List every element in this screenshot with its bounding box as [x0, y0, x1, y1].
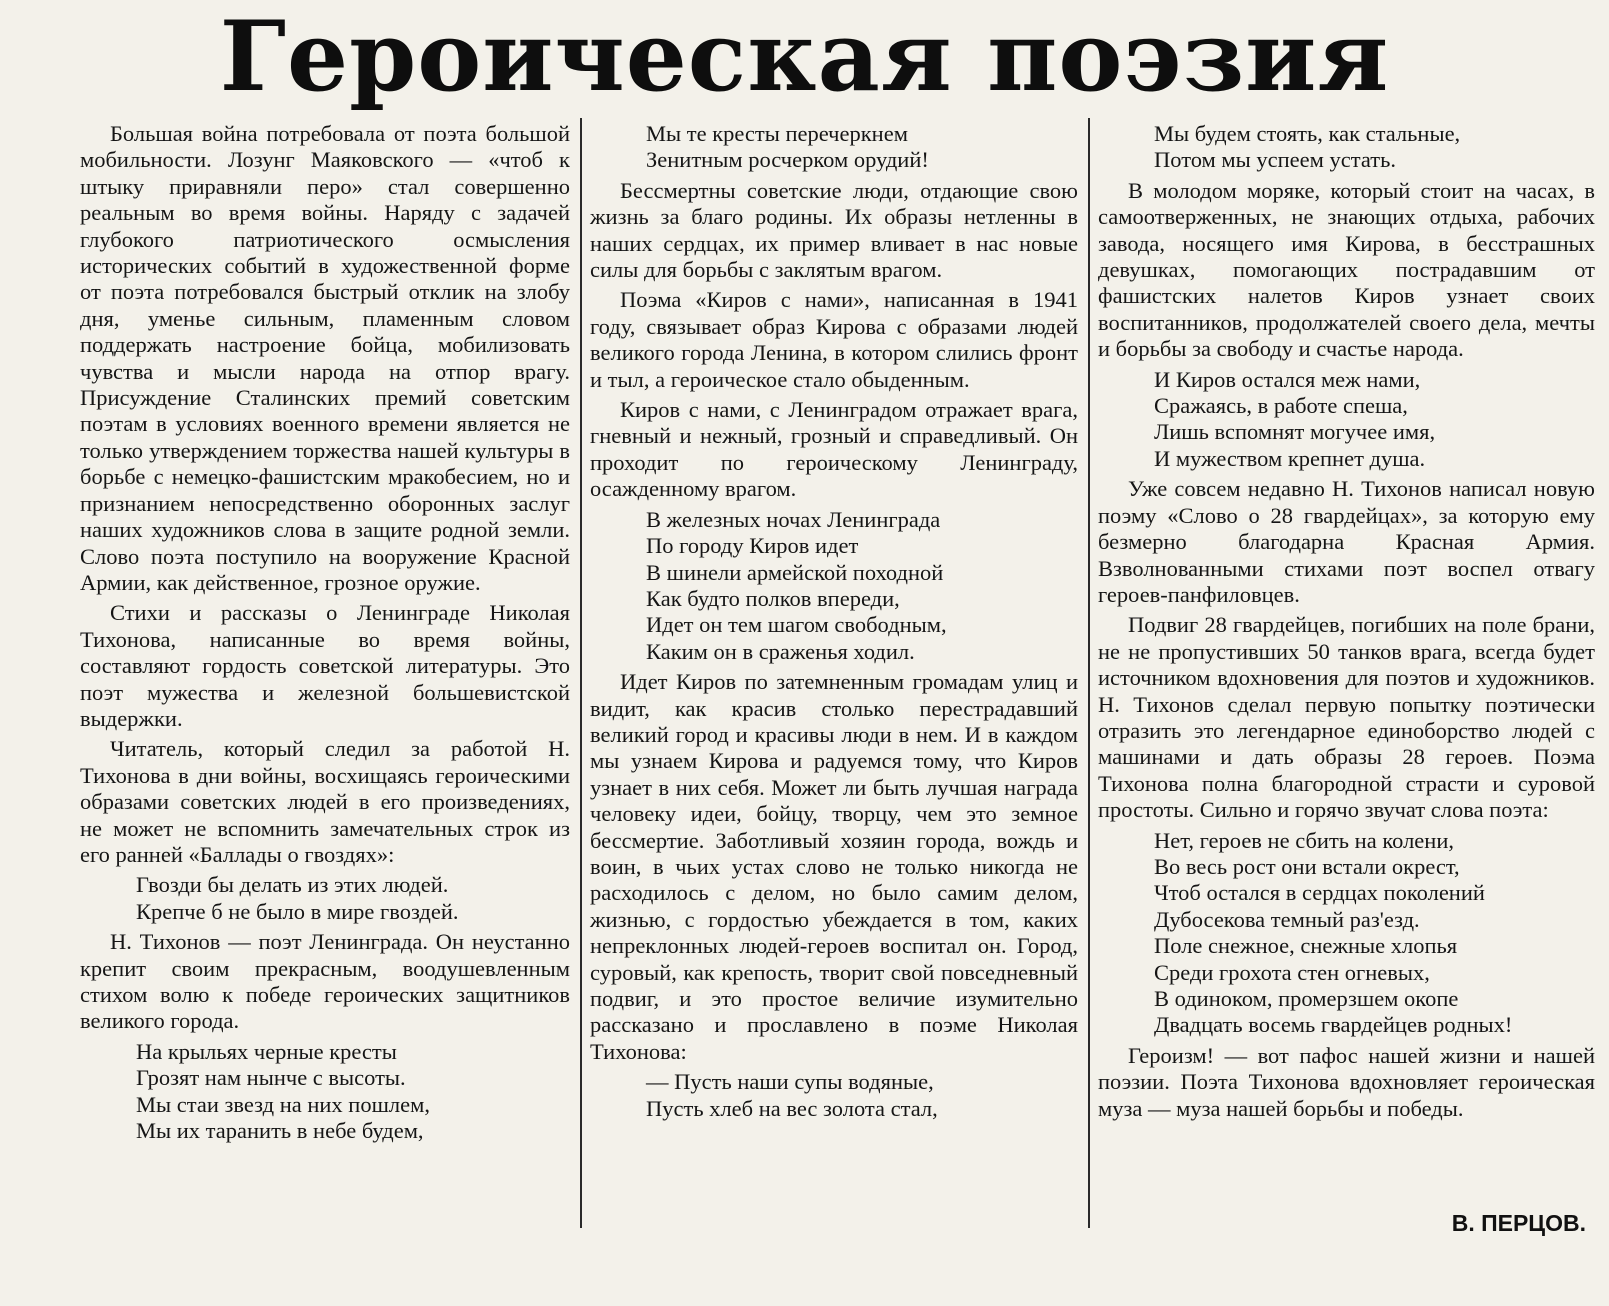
verse-line: Лишь вспомнят могучее имя,	[1154, 419, 1436, 445]
verse-line: Дубосекова темный раз'езд.	[1154, 906, 1420, 932]
column-2	[590, 121, 1078, 1126]
column-divider-2	[1088, 118, 1090, 1228]
verse-block	[1098, 121, 1595, 174]
verse-line: Чтоб остался в сердцах поколений	[1154, 880, 1485, 906]
verse-line: Как будто полков впереди,	[646, 585, 900, 611]
column-3	[1098, 121, 1595, 1126]
paragraph: Идет Киров по затемненным громадам улиц и видит, как красив столько перестрадавший великий город и красивы люди в нем. И в каждом мы узнаем Кирова и радуемся тому, что Киров узнает в них себя. Может ли быть лучшая награда человеку идеи, бойцу, творцу, чем это земное бессмертие. Заботливый хозяин города, вождь и воин, в чьих устах слово не только никогда не расходилось с делом, но было самим делом, жизнью, с гордостью убеждается в том, каких непреклонных людей-героев воспитал он. Город, суровый, как крепость, творит свой повседневный подвиг, и это простое величие изумительно рассказано и прославлено в поэме Николая Тихонова:	[590, 669, 1078, 1064]
verse-line: В одиноком, промерзшем окопе	[1154, 986, 1459, 1011]
paragraph: Героизм! — вот пафос нашей жизни и нашей поэзии. Поэта Тихонова вдохновляет героическая муза — муза нашей борьбы и победы.	[1098, 1042, 1595, 1121]
verse-line: Мы их таранить в небе будем,	[136, 1118, 424, 1144]
verse-block	[1098, 828, 1595, 1039]
verse-block	[1098, 367, 1595, 473]
verse-line: В шинели армейской походной	[646, 559, 944, 585]
verse-line: Мы будем стоять, как стальные,	[1154, 121, 1461, 146]
paragraph: Уже совсем недавно Н. Тихонов написал новую поэму «Слово о 28 гвардейцах», за которую ему безмерно благодарна Красная Армия. Взволнованными стихами поэт воспел отвагу героев-панфиловцев.	[1098, 476, 1595, 607]
verse-block	[80, 872, 570, 925]
paragraph: Читатель, который следил за работой Н. Тихонова в дни войны, восхищаясь героическими образами советских людей в его произведениях, не может не вспомнить замечательных строк из его ранней «Баллады о гвоздях»:	[80, 736, 570, 867]
verse-line: Зенитным росчерком орудий!	[646, 147, 929, 173]
verse-line: И Киров остался меж нами,	[1154, 366, 1421, 392]
paragraph: Подвиг 28 гвардейцев, погибших на поле брани, не не пропустивших 50 танков врага, всегда будет источником вдохновения для поэтов и художников. Н. Тихонов сделал первую попытку поэтически отразить это легендарное единоборство людей с машинами и дать образы 28 героев. Поэма Тихонова полна благородной страсти и суровой простоты. Сильно и горячо звучат слова поэта:	[1098, 612, 1595, 823]
verse-line: Во весь рост они встали окрест,	[1154, 853, 1460, 879]
paragraph: Большая война потребовала от поэта большой мобильности. Лозунг Маяковского — «чтоб к штыку приравняли перо» стал совершенно реальным во время войны. Наряду с задачей глубокого патриотического осмысления исторических событий в художественной форме от поэта потребовался быстрый отклик на злобу дня, уменье сильным, пламенным словом поддержать настроение бойца, мобилизовать чувства и мысли народа на отпор врагу. Присуждение Сталинских премий советским поэтам в условиях военного времени является не только утверждением торжества нашей культуры в борьбе с немецко-фашистским мракобесием, но и признанием непосредственно оборонных заслуг наших художников слова в защите родной земли. Слово поэта поступило на вооружение Красной Армии, как действенное, грозное оружие.	[80, 121, 570, 595]
verse-line: Пусть хлеб на вес золота стал,	[646, 1095, 938, 1121]
verse-line: Среди грохота стен огневых,	[1154, 959, 1430, 985]
verse-line: Гвозди бы делать из этих людей.	[136, 872, 449, 898]
paragraph: В молодом моряке, который стоит на часах, в самоотверженных, не знающих отдыха, рабочих завода, носящего имя Кирова, в бесстрашных девушках, помогающих пострадавшим от фашистских налетов Киров узнает своих воспитанников, продолжателей своего дела, мечты и борьбы за свободу и счастье народа.	[1098, 177, 1595, 362]
paragraph: Стихи и рассказы о Ленинграде Николая Тихонова, написанные во время войны, составляют гордость советской литературы. Это поэт мужества и железной большевистской выдержки.	[80, 600, 570, 731]
verse-line: Крепче б не было в мире гвоздей.	[136, 898, 459, 924]
verse-line: Сражаясь, в работе спеша,	[1154, 393, 1408, 419]
verse-line: Поле снежное, снежные хлопья	[1154, 933, 1458, 959]
verse-line: Двадцать восемь гвардейцев родных!	[1154, 1012, 1513, 1038]
verse-line: Грозят нам нынче с высоты.	[136, 1065, 406, 1091]
paragraph: Киров с нами, с Ленинградом отражает врага, гневный и нежный, грозный и справедливый. Он проходит по героическому Ленинграду, осажденному врагом.	[590, 397, 1078, 502]
verse-block	[80, 1039, 570, 1145]
paragraph: Бессмертны советские люди, отдающие свою жизнь за благо родины. Их образы нетленны в наших сердцах, их пример вливает в нас новые силы для борьбы с заклятым врагом.	[590, 177, 1078, 283]
column-1	[80, 121, 570, 1148]
verse-line: — Пусть наши супы водяные,	[646, 1069, 934, 1095]
verse-line: Мы стаи звезд на них пошлем,	[136, 1091, 430, 1117]
verse-line: Каким он в сраженья ходил.	[646, 638, 915, 664]
column-divider-1	[580, 118, 582, 1228]
verse-block	[590, 121, 1078, 174]
verse-block	[590, 507, 1078, 665]
article-headline: Героическая поэзия	[219, 0, 1390, 113]
author-signature: В. ПЕРЦОВ.	[1451, 1210, 1586, 1236]
verse-line: По городу Киров идет	[646, 533, 859, 559]
verse-block	[590, 1069, 1078, 1122]
verse-line: Нет, героев не сбить на колени,	[1154, 827, 1454, 853]
verse-line: В железных ночах Ленинграда	[646, 506, 941, 532]
verse-line: И мужеством крепнет душа.	[1154, 445, 1426, 471]
verse-line: На крыльях черные кресты	[136, 1038, 397, 1064]
verse-line: Потом мы успеем устать.	[1154, 147, 1396, 173]
verse-line: Мы те кресты перечеркнем	[646, 121, 908, 146]
verse-line: Идет он тем шагом свободным,	[646, 612, 947, 638]
paragraph: Н. Тихонов — поэт Ленинграда. Он неустанно крепит своим прекрасным, воодушевленным стихом волю к победе героических защитников великого города.	[80, 929, 570, 1034]
paragraph: Поэма «Киров с нами», написанная в 1941 году, связывает образ Кирова с образами людей великого города Ленина, в котором слились фронт и тыл, а героическое стало обыденным.	[590, 287, 1078, 392]
